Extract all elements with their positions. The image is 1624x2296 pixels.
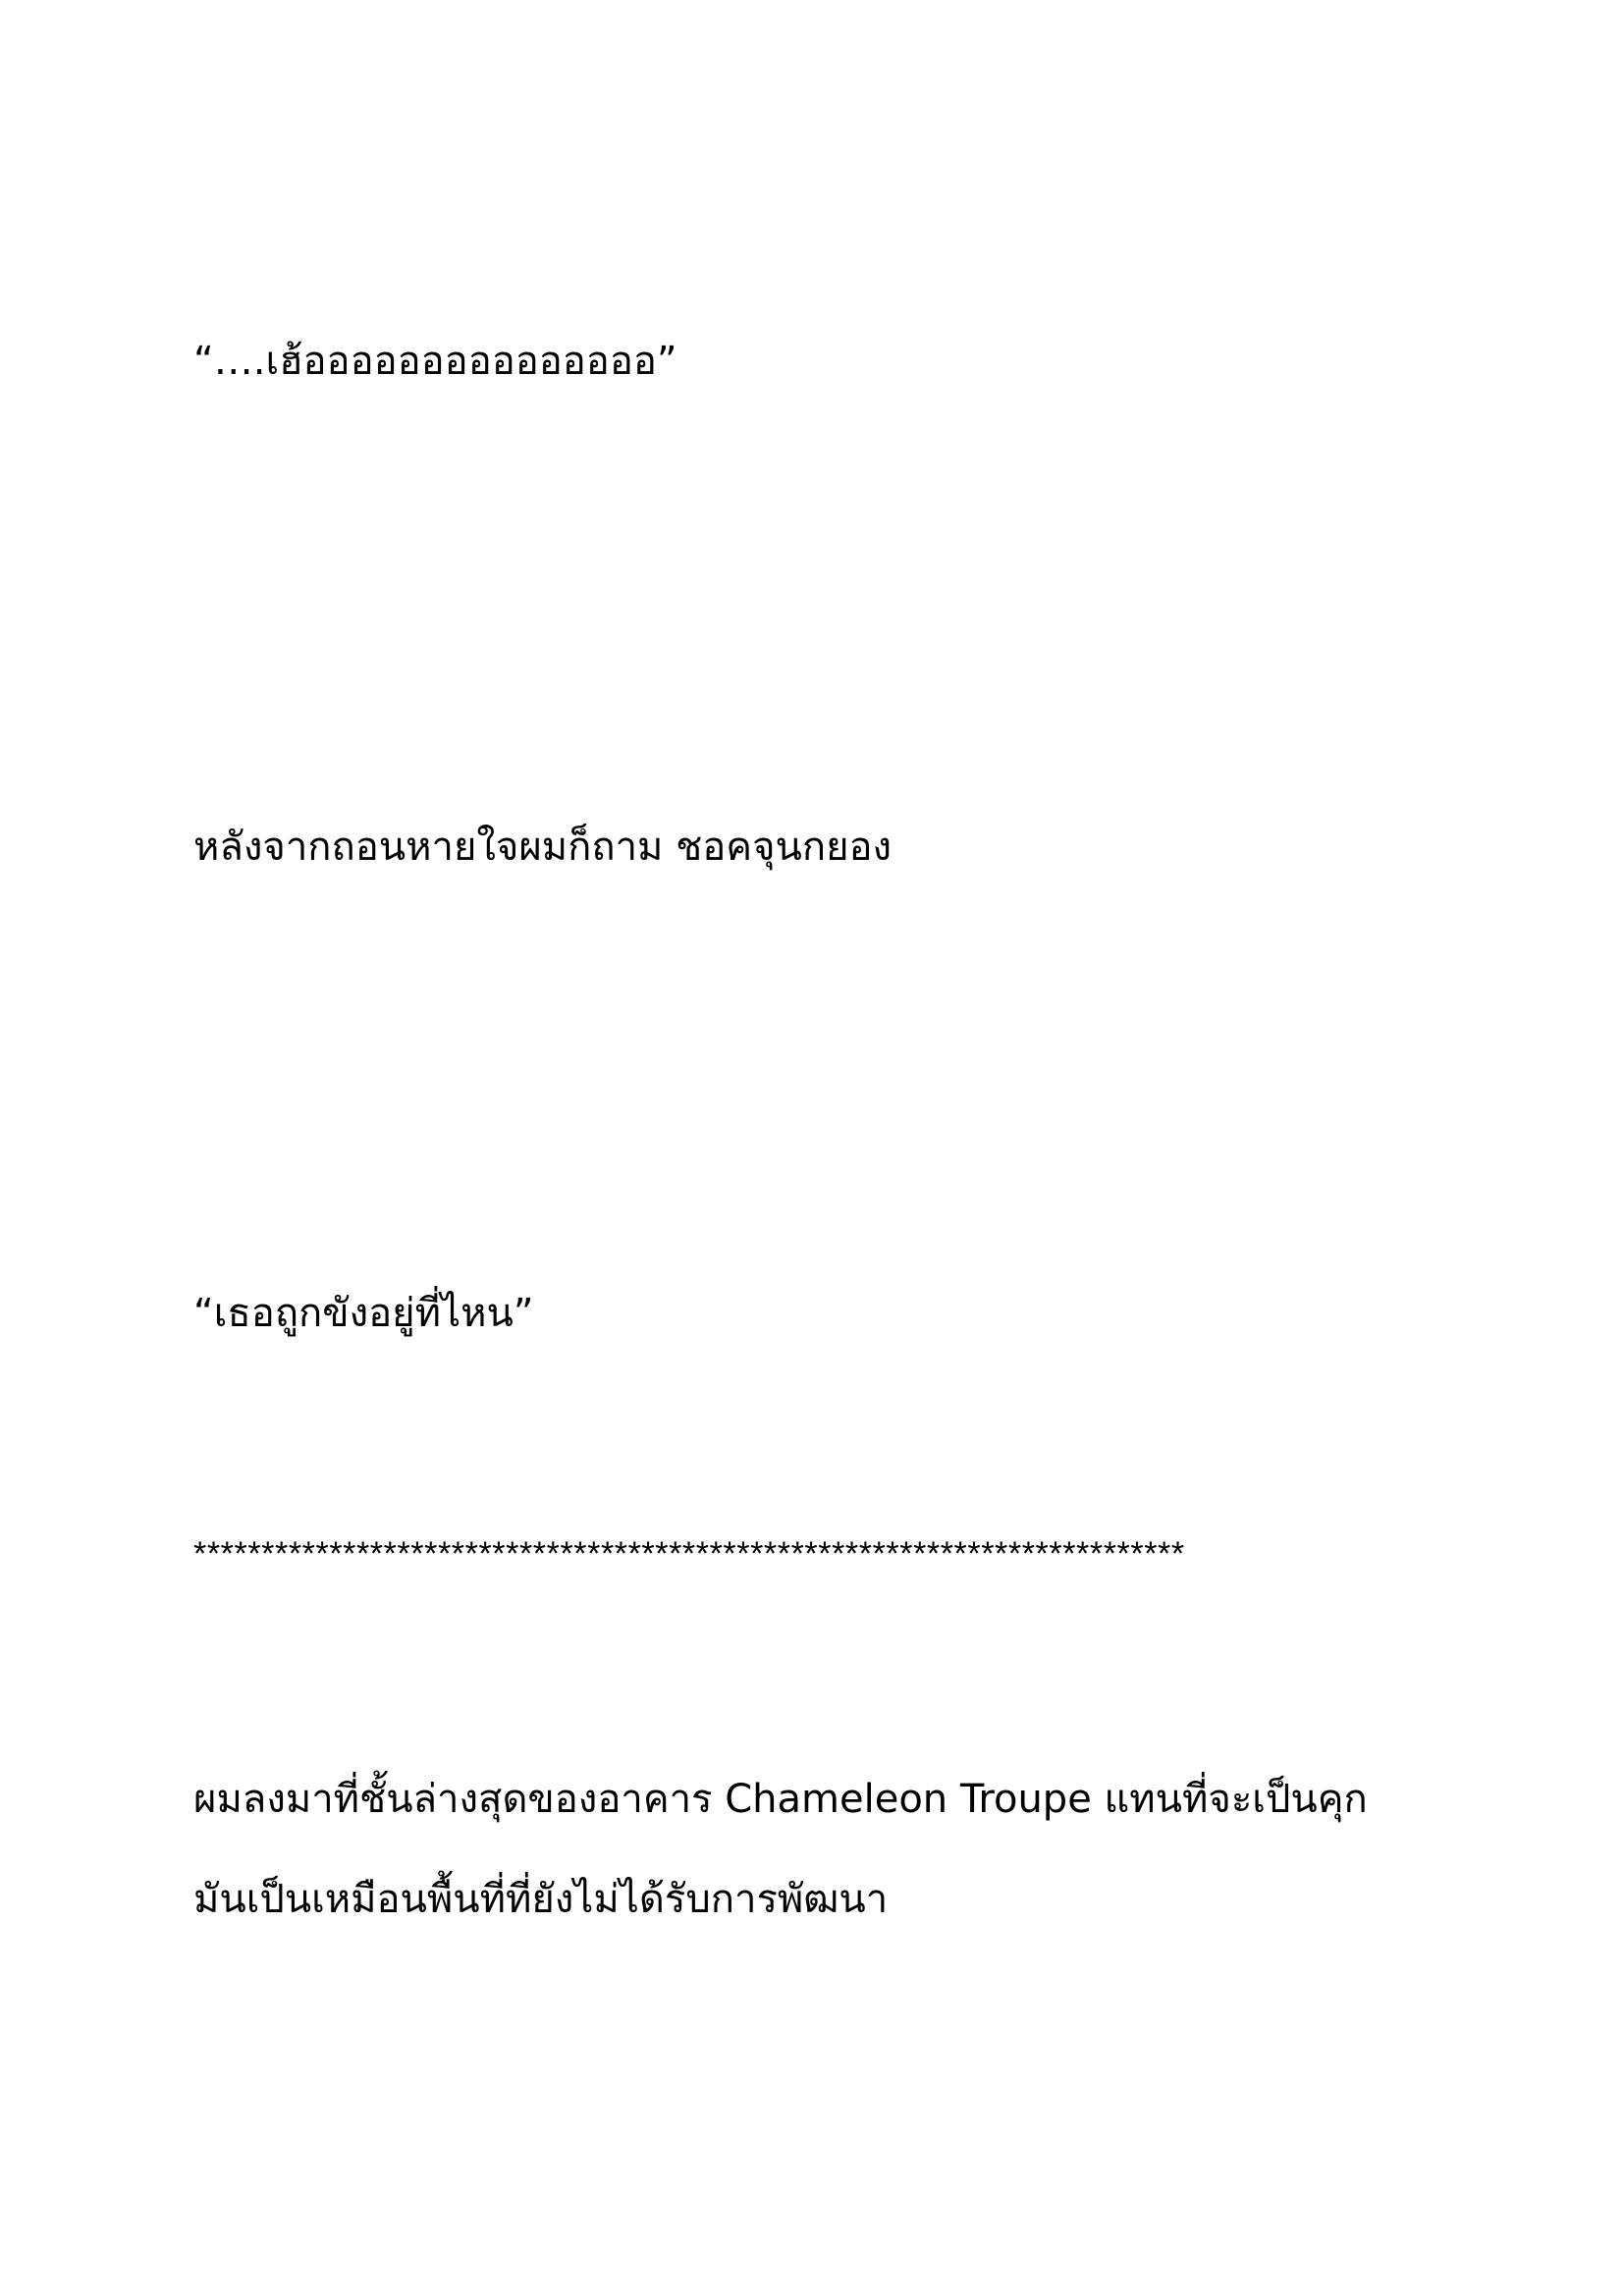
dialogue-sigh: “….เฮ้อออออออออออออออ” bbox=[193, 339, 677, 384]
narration-paragraph: หลังจากถอนหายใจผมก็ถาม ชอคจุนกยอง bbox=[193, 825, 893, 870]
scene-separator: ************************************************************************* bbox=[193, 1535, 1185, 1573]
narration-line-2: มันเป็นเหมือนพื้นที่ที่ยังไม่ได้รับการพัฒนา bbox=[193, 1877, 889, 1922]
dialogue-question: “เธอถูกขังอยู่ที่ไหน” bbox=[193, 1291, 534, 1336]
narration-line-1: ผมลงมาที่ชั้นล่างสุดของอาคาร Chameleon Troupe แทนที่จะเป็นคุก bbox=[193, 1777, 1368, 1822]
